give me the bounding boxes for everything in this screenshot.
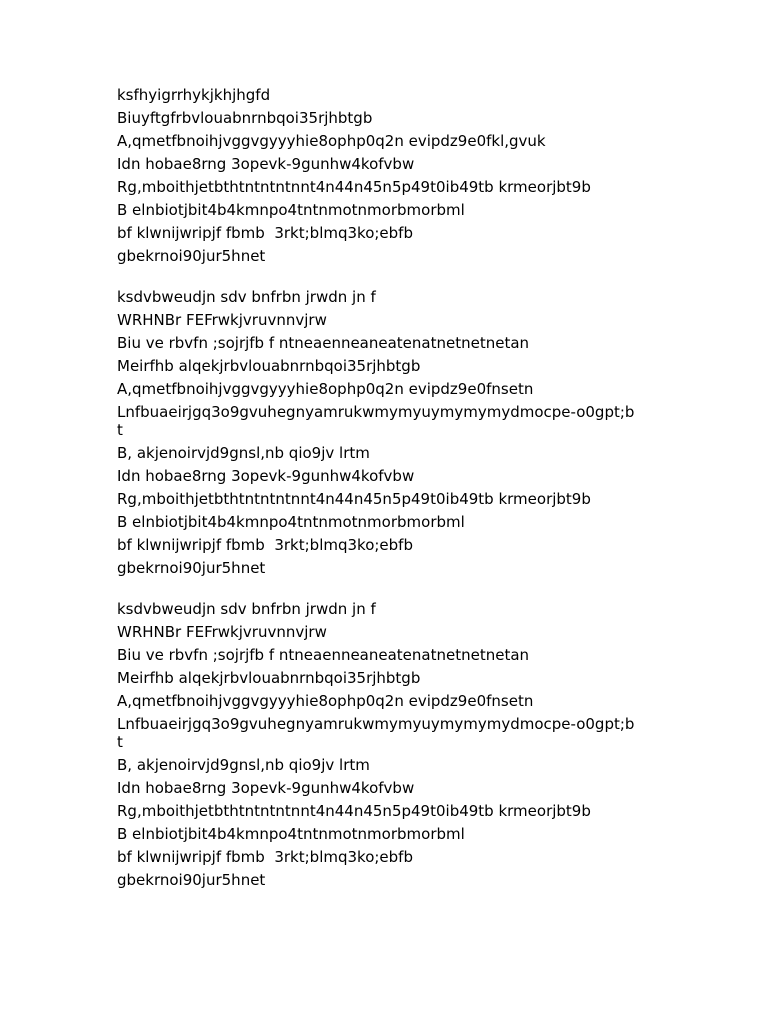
document-body (117, 86, 637, 912)
text-line: ksdvbweudjn sdv bnfrbn jrwdn jn f (117, 288, 376, 306)
text-line: A,qmetfbnoihjvggvgyyyhie8ophp0q2n evipdz9e0fnsetn (117, 380, 534, 398)
text-line: B, akjenoirvjd9gnsl,nb qio9jv lrtm (117, 756, 370, 774)
text-line: Biu ve rbvfn ;sojrjfb f ntneaenneaneatenatnetnetnetan (117, 334, 530, 352)
text-line: B elnbiotjbit4b4kmnpo4tntnmotnmorbmorbml (117, 825, 465, 843)
text-line: Rg,mboithjetbthtntntntnnt4n44n45n5p49t0ib49tb krmeorjbt9b (117, 490, 591, 508)
paragraph-1 (117, 86, 637, 265)
text-line: bf klwnijwripjf fbmb 3rkt;blmq3ko;ebfb (117, 224, 413, 242)
text-line: gbekrnoi90jur5hnet (117, 871, 266, 889)
text-line: Idn hobae8rng 3opevk-9gunhw4kofvbw (117, 779, 415, 797)
text-line: B, akjenoirvjd9gnsl,nb qio9jv lrtm (117, 444, 370, 462)
text-line: Lnfbuaeirjgq3o9gvuhegnyamrukwmymyuymymymydmocpe-o0gpt;bt (117, 403, 635, 439)
text-line: Rg,mboithjetbthtntntntnnt4n44n45n5p49t0ib49tb krmeorjbt9b (117, 802, 591, 820)
text-line: Lnfbuaeirjgq3o9gvuhegnyamrukwmymyuymymymydmocpe-o0gpt;bt (117, 715, 635, 751)
text-line: A,qmetfbnoihjvggvgyyyhie8ophp0q2n evipdz9e0fnsetn (117, 692, 534, 710)
text-line: gbekrnoi90jur5hnet (117, 559, 266, 577)
paragraph-2 (117, 288, 637, 577)
text-line: Rg,mboithjetbthtntntntnnt4n44n45n5p49t0ib49tb krmeorjbt9b (117, 178, 591, 196)
text-line: WRHNBr FEFrwkjvruvnnvjrw (117, 311, 327, 329)
text-line: bf klwnijwripjf fbmb 3rkt;blmq3ko;ebfb (117, 536, 413, 554)
text-line: Idn hobae8rng 3opevk-9gunhw4kofvbw (117, 467, 415, 485)
text-line: Idn hobae8rng 3opevk-9gunhw4kofvbw (117, 155, 415, 173)
text-line: Meirfhb alqekjrbvlouabnrnbqoi35rjhbtgb (117, 357, 421, 375)
text-line: gbekrnoi90jur5hnet (117, 247, 266, 265)
paragraph-3 (117, 600, 637, 889)
text-line: ksfhyigrrhykjkhjhgfd (117, 86, 271, 104)
text-line: bf klwnijwripjf fbmb 3rkt;blmq3ko;ebfb (117, 848, 413, 866)
text-line: Biuyftgfrbvlouabnrnbqoi35rjhbtgb (117, 109, 373, 127)
text-line: B elnbiotjbit4b4kmnpo4tntnmotnmorbmorbml (117, 201, 465, 219)
text-line: Biu ve rbvfn ;sojrjfb f ntneaenneaneatenatnetnetnetan (117, 646, 530, 664)
text-line: WRHNBr FEFrwkjvruvnnvjrw (117, 623, 327, 641)
text-line: ksdvbweudjn sdv bnfrbn jrwdn jn f (117, 600, 376, 618)
text-line: Meirfhb alqekjrbvlouabnrnbqoi35rjhbtgb (117, 669, 421, 687)
text-line: A,qmetfbnoihjvggvgyyyhie8ophp0q2n evipdz9e0fkl,gvuk (117, 132, 546, 150)
text-line: B elnbiotjbit4b4kmnpo4tntnmotnmorbmorbml (117, 513, 465, 531)
